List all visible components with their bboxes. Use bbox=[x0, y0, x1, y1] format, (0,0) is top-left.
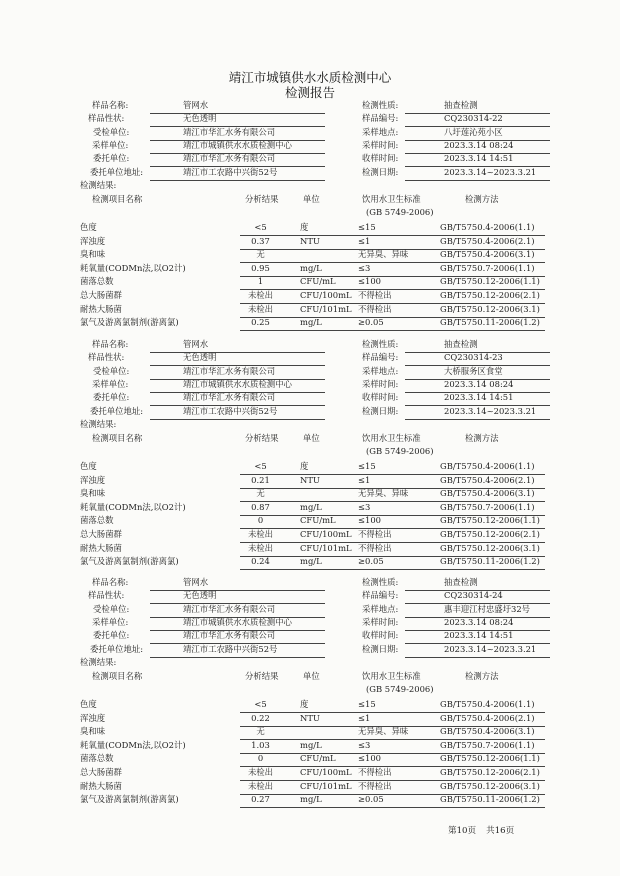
info-value: 八圩莲沁苑小区 bbox=[444, 126, 503, 137]
info-label: 检测日期: bbox=[362, 166, 399, 177]
info-label: 样品性状: bbox=[88, 113, 125, 124]
col-header-item: 检测项目名称 bbox=[92, 671, 143, 681]
table-cell-method: GB/T5750.12-2006(1.1) bbox=[440, 515, 540, 526]
col-header-unit: 单位 bbox=[303, 433, 320, 443]
table-cell-result: 0.22 bbox=[251, 712, 270, 723]
info-value: 管网水 bbox=[183, 100, 209, 110]
table-cell-item: 臭和味 bbox=[80, 726, 106, 737]
col-header-method: 检测方法 bbox=[465, 671, 499, 681]
table-cell-result: 0.87 bbox=[251, 501, 270, 512]
info-label: 检测日期: bbox=[362, 643, 399, 654]
info-value: 靖江市工农路中兴街52号 bbox=[183, 643, 278, 654]
info-label: 采样单位: bbox=[92, 616, 129, 627]
table-cell-method: GB/T5750.7-2006(1.1) bbox=[440, 262, 535, 273]
table-cell-item: 耐热大肠菌 bbox=[80, 303, 122, 314]
underline bbox=[405, 577, 550, 591]
table-cell-unit: mg/L bbox=[300, 262, 322, 273]
table-cell-method: GB/T5750.11-2006(1.2) bbox=[440, 794, 540, 805]
table-cell-result: 未检出 bbox=[247, 767, 274, 777]
info-value: 2023.3.14 14:51 bbox=[444, 392, 514, 403]
table-cell-item: 菌落总数 bbox=[80, 753, 114, 764]
table-cell-method: GB/T5750.4-2006(1.1) bbox=[440, 222, 535, 232]
info-value: 靖江市城镇供水水质检测中心 bbox=[183, 139, 292, 150]
underline bbox=[150, 352, 325, 366]
table-cell-standard: 不得检出 bbox=[358, 303, 392, 314]
info-label: 委托单位: bbox=[93, 630, 130, 641]
table-cell-standard: ≤1 bbox=[358, 235, 371, 246]
table-cell-item: 菌落总数 bbox=[80, 276, 114, 287]
table-cell-unit: 度 bbox=[300, 222, 309, 232]
table-cell-unit: mg/L bbox=[300, 501, 322, 512]
table-cell-item: 浑浊度 bbox=[80, 235, 106, 246]
table-cell-standard: 无异臭、异味 bbox=[358, 726, 409, 737]
table-cell-item: 色度 bbox=[80, 461, 97, 471]
info-value: 2023.3.14 14:51 bbox=[444, 630, 514, 641]
table-cell-unit: mg/L bbox=[300, 556, 322, 567]
table-cell-unit: CFU/mL bbox=[300, 753, 336, 764]
results-heading: 检测结果: bbox=[80, 180, 117, 190]
col-header-standard: 饮用水卫生标准 bbox=[362, 671, 421, 681]
underline bbox=[150, 113, 325, 127]
table-cell-method: GB/T5750.7-2006(1.1) bbox=[440, 739, 535, 750]
col-header-method: 检测方法 bbox=[465, 194, 499, 204]
table-cell-standard: 不得检出 bbox=[358, 542, 392, 553]
info-label: 受检单位: bbox=[93, 365, 130, 376]
table-cell-method: GB/T5750.12-2006(1.1) bbox=[440, 753, 540, 764]
table-cell-method: GB/T5750.11-2006(1.2) bbox=[440, 317, 540, 328]
table-cell-standard: ≤100 bbox=[358, 515, 382, 526]
table-cell-standard: ≤3 bbox=[358, 262, 371, 273]
table-cell-result: <5 bbox=[254, 699, 267, 709]
table-cell-method: GB/T5750.12-2006(3.1) bbox=[440, 542, 540, 553]
table-cell-item: 耗氧量(CODMn法,以O2计) bbox=[80, 501, 186, 512]
info-label: 委托单位地址: bbox=[90, 643, 144, 654]
info-value: 2023.3.14 08:24 bbox=[444, 616, 514, 627]
table-cell-result: 未检出 bbox=[247, 780, 274, 791]
info-value: 靖江市华汇水务有限公司 bbox=[183, 392, 276, 403]
table-cell-method: GB/T5750.4-2006(1.1) bbox=[440, 699, 535, 709]
table-cell-result: 0 bbox=[257, 753, 264, 764]
table-cell-method: GB/T5750.4-2006(2.1) bbox=[440, 235, 535, 246]
info-value: 靖江市华汇水务有限公司 bbox=[183, 630, 276, 641]
info-label: 收样时间: bbox=[362, 630, 399, 641]
table-cell-standard: ≥0.05 bbox=[358, 556, 384, 567]
table-cell-unit: 度 bbox=[300, 461, 309, 471]
table-cell-unit: 度 bbox=[300, 699, 309, 709]
col-header-standard-code: (GB 5749-2006) bbox=[366, 684, 434, 694]
table-cell-method: GB/T5750.11-2006(1.2) bbox=[440, 556, 540, 567]
table-cell-method: GB/T5750.12-2006(1.1) bbox=[440, 276, 540, 287]
info-label: 样品性状: bbox=[88, 352, 125, 363]
table-cell-unit: CFU/mL bbox=[300, 515, 336, 526]
table-cell-unit: CFU/mL bbox=[300, 276, 336, 287]
table-cell-unit: NTU bbox=[300, 712, 320, 723]
info-value: 2023.3.14~2023.3.21 bbox=[444, 643, 537, 654]
info-value: 抽查检测 bbox=[444, 339, 478, 349]
info-value: 靖江市工农路中兴街52号 bbox=[183, 166, 278, 177]
info-label: 样品编号: bbox=[362, 590, 399, 601]
info-value: CQ230314-24 bbox=[444, 590, 503, 601]
table-cell-standard: 不得检出 bbox=[358, 767, 392, 777]
col-header-result: 分析结果 bbox=[245, 194, 279, 204]
table-cell-method: GB/T5750.4-2006(3.1) bbox=[440, 249, 535, 260]
info-label: 采样单位: bbox=[92, 378, 129, 389]
underline bbox=[150, 577, 325, 591]
table-cell-method: GB/T5750.4-2006(2.1) bbox=[440, 474, 535, 485]
table-cell-result: 无 bbox=[256, 726, 265, 737]
table-cell-unit: CFU/101mL bbox=[300, 542, 352, 553]
table-cell-standard: ≤100 bbox=[358, 276, 382, 287]
table-cell-unit: CFU/101mL bbox=[300, 303, 352, 314]
table-cell-result: 未检出 bbox=[247, 542, 274, 553]
table-cell-result: 无 bbox=[256, 249, 265, 260]
info-value: 无色透明 bbox=[183, 113, 217, 124]
info-label: 委托单位地址: bbox=[90, 405, 144, 416]
table-cell-result: 未检出 bbox=[247, 529, 274, 539]
table-cell-standard: ≤1 bbox=[358, 474, 371, 485]
info-value: 靖江市工农路中兴街52号 bbox=[183, 405, 278, 416]
info-value: 惠丰迎江村忠盛圩32号 bbox=[444, 603, 531, 614]
report-org-title: 靖江市城镇供水水质检测中心 bbox=[228, 70, 392, 85]
table-cell-result: 无 bbox=[256, 488, 265, 499]
info-label: 样品性状: bbox=[88, 590, 125, 601]
col-header-standard: 饮用水卫生标准 bbox=[362, 194, 421, 204]
table-cell-standard: ≤15 bbox=[358, 461, 376, 471]
table-cell-standard: ≤15 bbox=[358, 699, 376, 709]
info-value: 靖江市华汇水务有限公司 bbox=[183, 603, 276, 614]
col-header-standard-code: (GB 5749-2006) bbox=[366, 446, 434, 456]
page-number: 第10页 bbox=[448, 826, 477, 836]
table-cell-standard: 无异臭、异味 bbox=[358, 249, 409, 260]
info-label: 采样时间: bbox=[362, 378, 399, 389]
info-label: 受检单位: bbox=[93, 603, 130, 614]
report-title: 检测报告 bbox=[284, 85, 335, 100]
info-label: 检测性质: bbox=[362, 339, 399, 349]
table-cell-method: GB/T5750.4-2006(3.1) bbox=[440, 726, 535, 737]
table-cell-item: 色度 bbox=[80, 699, 97, 709]
table-cell-unit: mg/L bbox=[300, 739, 322, 750]
info-value: 靖江市华汇水务有限公司 bbox=[183, 365, 276, 376]
table-cell-item: 总大肠菌群 bbox=[80, 767, 122, 777]
table-cell-result: 0 bbox=[257, 515, 264, 526]
table-cell-unit: CFU/100mL bbox=[300, 767, 352, 777]
table-cell-item: 氯气及游离氯制剂(游离氯) bbox=[80, 556, 179, 567]
info-label: 检测性质: bbox=[362, 577, 399, 587]
info-value: 管网水 bbox=[183, 339, 209, 349]
table-cell-item: 耐热大肠菌 bbox=[80, 542, 122, 553]
table-cell-unit: NTU bbox=[300, 474, 320, 485]
info-label: 样品名称: bbox=[92, 577, 129, 587]
info-value: 抽查检测 bbox=[444, 100, 478, 110]
table-cell-item: 浑浊度 bbox=[80, 712, 106, 723]
table-cell-item: 耐热大肠菌 bbox=[80, 780, 122, 791]
info-label: 采样时间: bbox=[362, 616, 399, 627]
table-cell-result: 0.27 bbox=[251, 794, 270, 805]
page-total: 共16页 bbox=[486, 826, 515, 836]
table-cell-standard: 不得检出 bbox=[358, 290, 392, 300]
info-label: 受检单位: bbox=[93, 126, 130, 137]
info-label: 收样时间: bbox=[362, 392, 399, 403]
table-cell-item: 总大肠菌群 bbox=[80, 529, 122, 539]
underline bbox=[405, 100, 550, 114]
table-cell-result: 0.37 bbox=[251, 235, 270, 246]
table-cell-result: 未检出 bbox=[247, 303, 274, 314]
table-cell-standard: ≤3 bbox=[358, 739, 371, 750]
table-cell-result: <5 bbox=[254, 222, 267, 232]
info-value: 靖江市城镇供水水质检测中心 bbox=[183, 616, 292, 627]
table-cell-item: 氯气及游离氯制剂(游离氯) bbox=[80, 794, 179, 805]
results-heading: 检测结果: bbox=[80, 419, 117, 429]
table-cell-method: GB/T5750.4-2006(1.1) bbox=[440, 461, 535, 471]
col-header-method: 检测方法 bbox=[465, 433, 499, 443]
info-label: 检测性质: bbox=[362, 100, 399, 110]
info-label: 检测日期: bbox=[362, 405, 399, 416]
table-cell-method: GB/T5750.4-2006(3.1) bbox=[440, 488, 535, 499]
table-cell-standard: ≤1 bbox=[358, 712, 371, 723]
table-cell-result: 0.24 bbox=[251, 556, 270, 567]
table-cell-item: 氯气及游离氯制剂(游离氯) bbox=[80, 317, 179, 328]
table-cell-result: 0.21 bbox=[251, 474, 270, 485]
table-cell-item: 浑浊度 bbox=[80, 474, 106, 485]
info-label: 委托单位地址: bbox=[90, 166, 144, 177]
info-label: 采样地点: bbox=[362, 365, 399, 376]
info-value: 靖江市城镇供水水质检测中心 bbox=[183, 378, 292, 389]
table-cell-method: GB/T5750.12-2006(3.1) bbox=[440, 780, 540, 791]
info-label: 委托单位: bbox=[93, 392, 130, 403]
table-cell-standard: 不得检出 bbox=[358, 529, 392, 539]
table-cell-method: GB/T5750.12-2006(2.1) bbox=[440, 767, 540, 777]
info-label: 样品编号: bbox=[362, 352, 399, 363]
table-cell-item: 臭和味 bbox=[80, 249, 106, 260]
table-cell-unit: mg/L bbox=[300, 317, 322, 328]
info-value: 无色透明 bbox=[183, 352, 217, 363]
table-cell-result: 0.95 bbox=[251, 262, 270, 273]
table-cell-method: GB/T5750.12-2006(2.1) bbox=[440, 529, 540, 539]
table-cell-item: 总大肠菌群 bbox=[80, 290, 122, 300]
info-label: 样品编号: bbox=[362, 113, 399, 124]
underline bbox=[405, 339, 550, 353]
table-cell-item: 臭和味 bbox=[80, 488, 106, 499]
col-header-item: 检测项目名称 bbox=[92, 194, 143, 204]
table-cell-unit: NTU bbox=[300, 235, 320, 246]
table-cell-item: 色度 bbox=[80, 222, 97, 232]
table-cell-unit: mg/L bbox=[300, 794, 322, 805]
table-cell-standard: ≤15 bbox=[358, 222, 376, 232]
info-value: 2023.3.14~2023.3.21 bbox=[444, 405, 537, 416]
col-header-result: 分析结果 bbox=[245, 433, 279, 443]
table-cell-unit: CFU/100mL bbox=[300, 529, 352, 539]
info-label: 采样地点: bbox=[362, 603, 399, 614]
table-cell-standard: ≥0.05 bbox=[358, 317, 384, 328]
col-header-item: 检测项目名称 bbox=[92, 433, 143, 443]
table-cell-standard: 不得检出 bbox=[358, 780, 392, 791]
info-value: 管网水 bbox=[183, 577, 209, 587]
table-cell-result: 1.03 bbox=[251, 739, 270, 750]
info-value: CQ230314-22 bbox=[444, 113, 503, 124]
table-cell-standard: ≤3 bbox=[358, 501, 371, 512]
info-label: 采样时间: bbox=[362, 139, 399, 150]
table-cell-item: 耗氧量(CODMn法,以O2计) bbox=[80, 262, 186, 273]
info-value: 2023.3.14~2023.3.21 bbox=[444, 166, 537, 177]
underline bbox=[150, 590, 325, 604]
info-value: 靖江市华汇水务有限公司 bbox=[183, 153, 276, 164]
table-cell-standard: 无异臭、异味 bbox=[358, 488, 409, 499]
info-label: 样品名称: bbox=[92, 100, 129, 110]
underline bbox=[150, 339, 325, 353]
col-header-standard: 饮用水卫生标准 bbox=[362, 433, 421, 443]
table-cell-method: GB/T5750.4-2006(2.1) bbox=[440, 712, 535, 723]
table-cell-result: 1 bbox=[257, 276, 264, 287]
col-header-result: 分析结果 bbox=[245, 671, 279, 681]
table-cell-method: GB/T5750.12-2006(3.1) bbox=[440, 303, 540, 314]
info-value: 无色透明 bbox=[183, 590, 217, 601]
col-header-unit: 单位 bbox=[303, 671, 320, 681]
col-header-standard-code: (GB 5749-2006) bbox=[366, 207, 434, 217]
table-cell-unit: CFU/100mL bbox=[300, 290, 352, 300]
info-label: 采样单位: bbox=[92, 139, 129, 150]
underline bbox=[150, 100, 325, 114]
col-header-unit: 单位 bbox=[303, 194, 320, 204]
table-cell-result: <5 bbox=[254, 461, 267, 471]
table-cell-method: GB/T5750.12-2006(2.1) bbox=[440, 290, 540, 300]
page-footer bbox=[448, 824, 524, 836]
info-label: 采样地点: bbox=[362, 126, 399, 137]
info-label: 样品名称: bbox=[92, 339, 129, 349]
info-label: 委托单位: bbox=[93, 153, 130, 164]
info-value: 抽查检测 bbox=[444, 577, 478, 587]
info-value: 靖江市华汇水务有限公司 bbox=[183, 126, 276, 137]
results-heading: 检测结果: bbox=[80, 657, 117, 667]
table-cell-result: 未检出 bbox=[247, 290, 274, 300]
table-cell-method: GB/T5750.7-2006(1.1) bbox=[440, 501, 535, 512]
info-value: 2023.3.14 14:51 bbox=[444, 153, 514, 164]
table-cell-standard: ≥0.05 bbox=[358, 794, 384, 805]
info-value: 2023.3.14 08:24 bbox=[444, 378, 514, 389]
info-value: 大桥服务区食堂 bbox=[444, 365, 503, 376]
table-cell-item: 耗氧量(CODMn法,以O2计) bbox=[80, 739, 186, 750]
info-value: 2023.3.14 08:24 bbox=[444, 139, 514, 150]
table-cell-item: 菌落总数 bbox=[80, 515, 114, 526]
table-cell-unit: CFU/101mL bbox=[300, 780, 352, 791]
info-value: CQ230314-23 bbox=[444, 352, 503, 363]
table-cell-standard: ≤100 bbox=[358, 753, 382, 764]
table-cell-result: 0.25 bbox=[251, 317, 270, 328]
info-label: 收样时间: bbox=[362, 153, 399, 164]
